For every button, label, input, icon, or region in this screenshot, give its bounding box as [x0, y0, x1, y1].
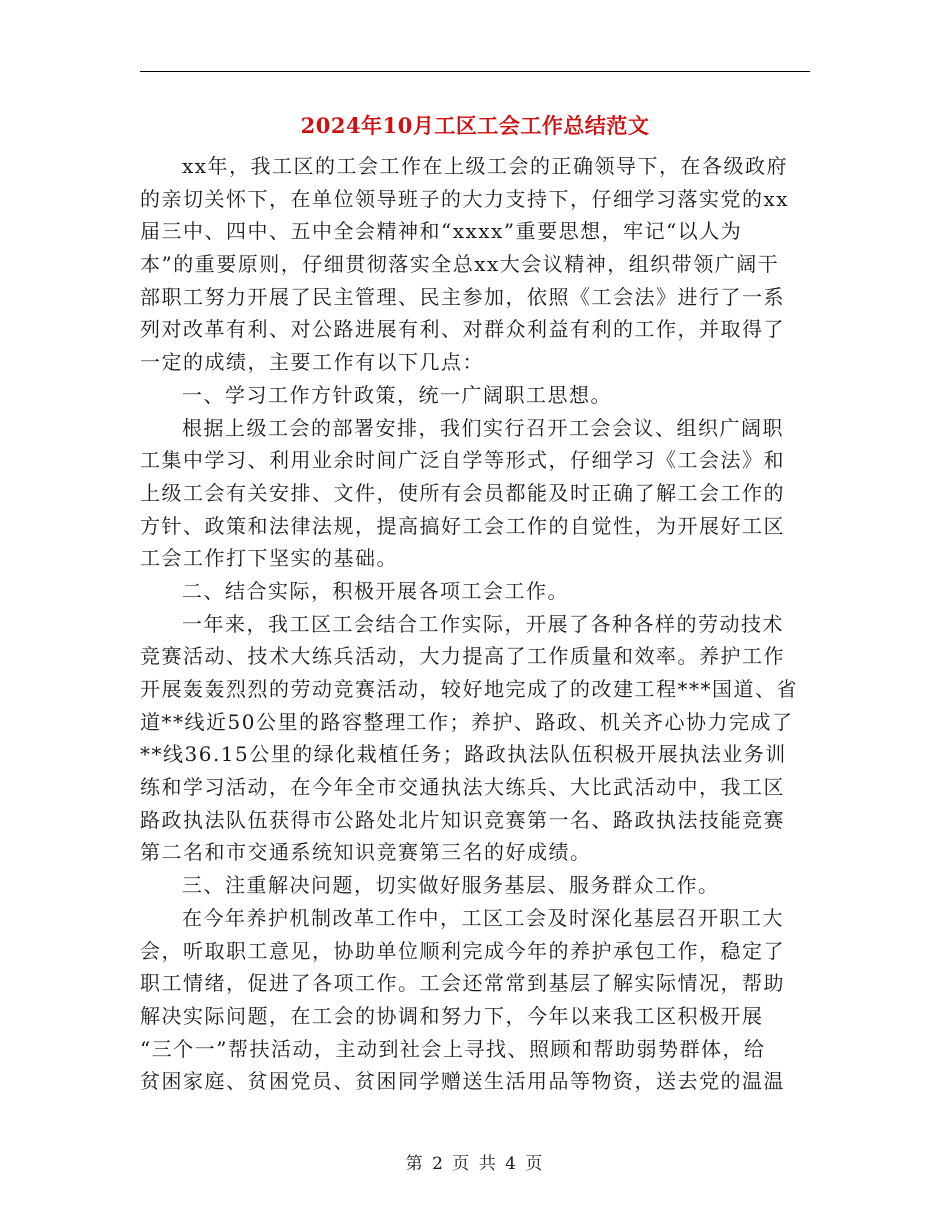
section-heading: 一、学习工作方针政策，统一广阔职工思想。	[182, 382, 612, 407]
paragraph-line: “三个一”帮扶活动，主动到社会上寻找、照顾和帮助弱势群体，给	[140, 1036, 766, 1061]
paragraph-line: 道**线近50公里的路容整理工作；养护、路政、机关齐心协力完成了	[140, 709, 794, 734]
paragraph-line: 一定的成绩，主要工作有以下几点：	[140, 350, 484, 375]
paragraph-line: 开展轰轰烈烈的劳动竞赛活动，较好地完成了的改建工程***国道、省	[140, 677, 798, 701]
paragraph-line: 部职工努力开展了民主管理、民主参加，依照《工会法》进行了一系	[140, 284, 785, 309]
paragraph-line: **线36.15公里的绿化栽植任务；路政执法队伍积极开展执法业务训	[140, 742, 787, 767]
paragraph-line: 路政执法队伍获得市公路处北片知识竞赛第一名、路政执法技能竞赛	[140, 807, 785, 832]
paragraph-line: 的亲切关怀下，在单位领导班子的大力支持下，仔细学习落实党的xx	[140, 186, 790, 211]
paragraph-line: 一年来，我工区工会结合工作实际，开展了各种各样的劳动技术	[182, 611, 784, 636]
paragraph-line: 上级工会有关安排、文件，使所有会员都能及时正确了解工会工作的	[140, 480, 785, 505]
paragraph-line: 工会工作打下坚实的基础。	[140, 546, 398, 571]
paragraph-line: 职工情绪，促进了各项工作。工会还常常到基层了解实际情况，帮助	[140, 971, 785, 996]
paragraph-line: 在今年养护机制改革工作中，工区工会及时深化基层召开职工大	[182, 905, 784, 930]
paragraph-line: 工集中学习、利用业余时间广泛自学等形式，仔细学习《工会法》和	[140, 448, 785, 473]
paragraph-line: 解决实际问题，在工会的协调和努力下，今年以来我工区积极开展	[140, 1003, 764, 1028]
paragraph-line: 列对改革有利、对公路进展有利、对群众利益有利的工作，并取得了	[140, 317, 785, 342]
paragraph-line: 根据上级工会的部署安排，我们实行召开工会会议、组织广阔职	[182, 415, 784, 440]
paragraph-line: 贫困家庭、贫困党员、贫困同学赠送生活用品等物资，送去党的温温	[140, 1069, 785, 1094]
paragraph-line: 届三中、四中、五中全会精神和“xxxx”重要思想，牢记“以人为	[140, 219, 743, 244]
paragraph-line: xx年，我工区的工会工作在上级工会的正确领导下，在各级政府	[182, 154, 789, 178]
paragraph-line: 练和学习活动，在今年全市交通执法大练兵、大比武活动中，我工区	[140, 775, 785, 800]
paragraph-line: 会，听取职工意见，协助单位顺利完成今年的养护承包工作，稳定了	[140, 938, 785, 963]
paragraph-line: 第二名和市交通系统知识竞赛第三名的好成绩。	[140, 840, 592, 865]
section-heading: 二、结合实际，积极开展各项工会工作。	[182, 578, 569, 603]
document-body	[140, 150, 810, 1098]
paragraph-line: 竞赛活动、技术大练兵活动，大力提高了工作质量和效率。养护工作	[140, 644, 785, 669]
document-title: 2024年10月工区工会工作总结范文	[300, 113, 650, 138]
paragraph-line: 方针、政策和法律法规，提高搞好工会工作的自觉性，为开展好工区	[140, 513, 785, 538]
page-number: 第 2 页 共 4 页	[405, 1154, 545, 1174]
section-heading: 三、注重解决问题，切实做好服务基层、服务群众工作。	[182, 873, 720, 898]
header-rule	[140, 71, 810, 72]
paragraph-line: 本”的重要原则，仔细贯彻落实全总xx大会议精神，组织带领广阔干	[140, 252, 780, 277]
